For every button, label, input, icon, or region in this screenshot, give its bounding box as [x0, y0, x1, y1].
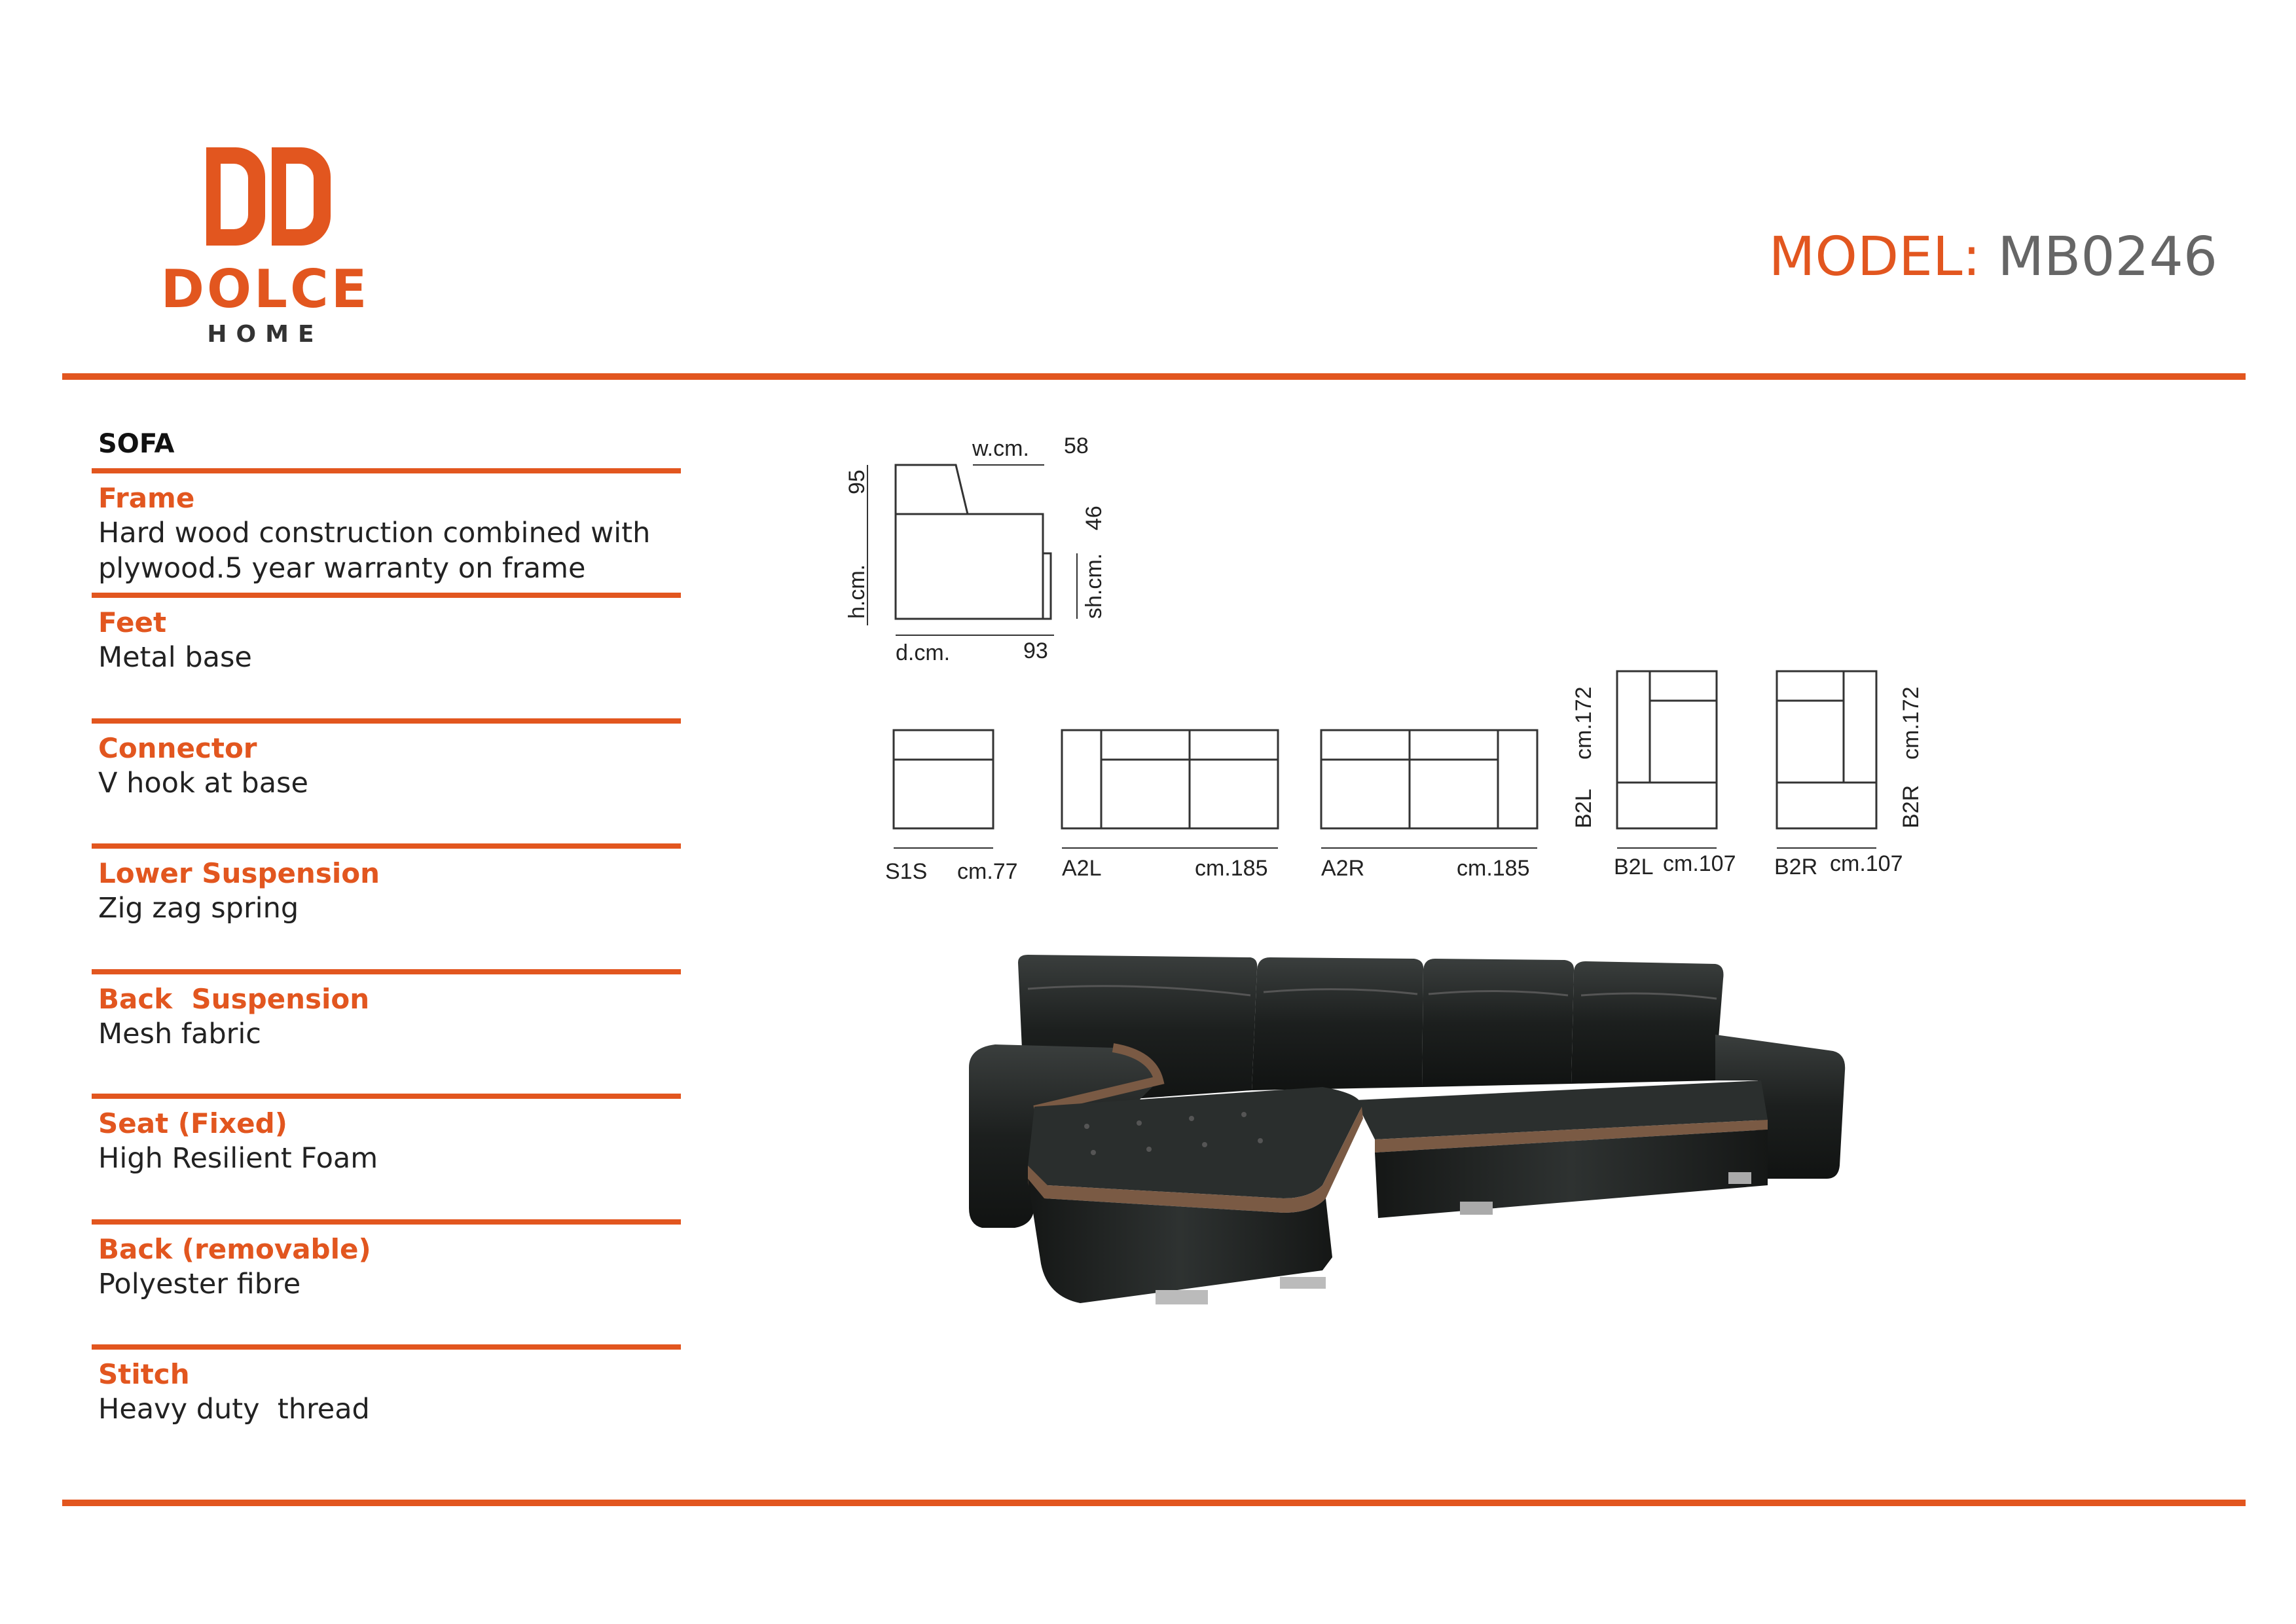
spec-frame	[98, 481, 687, 586]
module-code: A2L	[1062, 856, 1102, 881]
side-profile-diagram	[838, 419, 1139, 681]
module-b2r	[1777, 671, 1876, 848]
profile-back	[896, 465, 968, 514]
spec-divider	[92, 1344, 681, 1350]
module-code: A2R	[1321, 856, 1365, 881]
module-depth: cm.172	[1899, 686, 1923, 760]
spec-label: Back Suspension	[98, 983, 370, 1015]
modules-diagram	[871, 655, 1951, 897]
spec-label: Frame	[98, 482, 195, 514]
profile-leg	[1043, 553, 1051, 619]
w-value: 58	[1064, 434, 1089, 458]
model-label: MODEL:	[1768, 226, 1981, 288]
spec-divider	[92, 969, 681, 974]
module-b2l	[1617, 671, 1717, 848]
w-label: w.cm.	[972, 436, 1029, 461]
spec-title: SOFA	[98, 429, 175, 459]
module-code: B2L	[1614, 855, 1654, 879]
sh-label: sh.cm.	[1082, 553, 1106, 619]
spec-divider	[92, 1094, 681, 1099]
spec-label: Back (removable)	[98, 1233, 371, 1265]
model-value: MB0246	[1997, 226, 2217, 288]
h-label: h.cm.	[845, 564, 869, 619]
brand-sub: HOME	[207, 321, 323, 348]
sh-value: 46	[1082, 506, 1106, 530]
spec-divider	[92, 843, 681, 849]
spec-value: Polyester fibre	[98, 1268, 301, 1301]
spec-value: Metal base	[98, 641, 252, 674]
spec-connector	[98, 731, 687, 801]
spec-lower-suspension	[98, 857, 687, 926]
module-a2l	[1062, 730, 1278, 848]
spec-label: Lower Suspension	[98, 857, 380, 889]
right-seat	[1355, 1080, 1768, 1218]
sectional-sofa-photo	[956, 950, 1859, 1395]
spec-stitch	[98, 1357, 687, 1427]
spec-value: Hard wood construction combined with	[98, 517, 651, 549]
spec-back-suspension	[98, 982, 687, 1052]
module-size: cm.185	[1457, 856, 1530, 881]
spec-value: V hook at base	[98, 767, 308, 800]
module-a2r	[1321, 730, 1537, 848]
chaise-cushion	[1028, 1087, 1363, 1304]
spec-label: Connector	[98, 732, 257, 764]
module-code: S1S	[885, 859, 928, 884]
spec-divider	[92, 593, 681, 598]
module-size: cm.107	[1663, 851, 1736, 876]
spec-value: High Resilient Foam	[98, 1142, 378, 1175]
spec-label: Seat (Fixed)	[98, 1107, 287, 1139]
spec-value: Zig zag spring	[98, 892, 299, 925]
spec-value: Mesh fabric	[98, 1018, 261, 1050]
d-value: 93	[1023, 638, 1048, 663]
h-value: 95	[845, 470, 869, 494]
dd-monogram-icon	[147, 141, 383, 252]
footer-divider	[62, 1500, 2246, 1506]
spec-divider	[92, 468, 681, 473]
spec-back	[98, 1232, 687, 1302]
model-heading	[1769, 226, 2217, 288]
brand-logo	[147, 141, 383, 357]
spec-seat	[98, 1107, 687, 1176]
module-s1s	[894, 730, 993, 848]
spec-label: Stitch	[98, 1358, 190, 1390]
spec-feet	[98, 606, 687, 675]
spec-label: Feet	[98, 606, 167, 638]
module-code-vertical: B2R	[1899, 784, 1923, 828]
spec-divider	[92, 718, 681, 724]
spec-value: Heavy duty thread	[98, 1393, 370, 1426]
spec-divider	[92, 1219, 681, 1225]
profile-seat	[896, 514, 1043, 619]
module-size: cm.107	[1830, 851, 1903, 876]
module-code: B2R	[1774, 855, 1818, 879]
module-depth: cm.172	[1571, 686, 1596, 760]
brand-name: DOLCE	[160, 259, 370, 320]
header-divider	[62, 373, 2246, 380]
spec-value: plywood.5 year warranty on frame	[98, 552, 586, 585]
module-code-vertical: B2L	[1571, 788, 1596, 828]
module-size: cm.185	[1195, 856, 1268, 881]
d-label: d.cm.	[896, 640, 951, 665]
module-size: cm.77	[957, 859, 1018, 884]
